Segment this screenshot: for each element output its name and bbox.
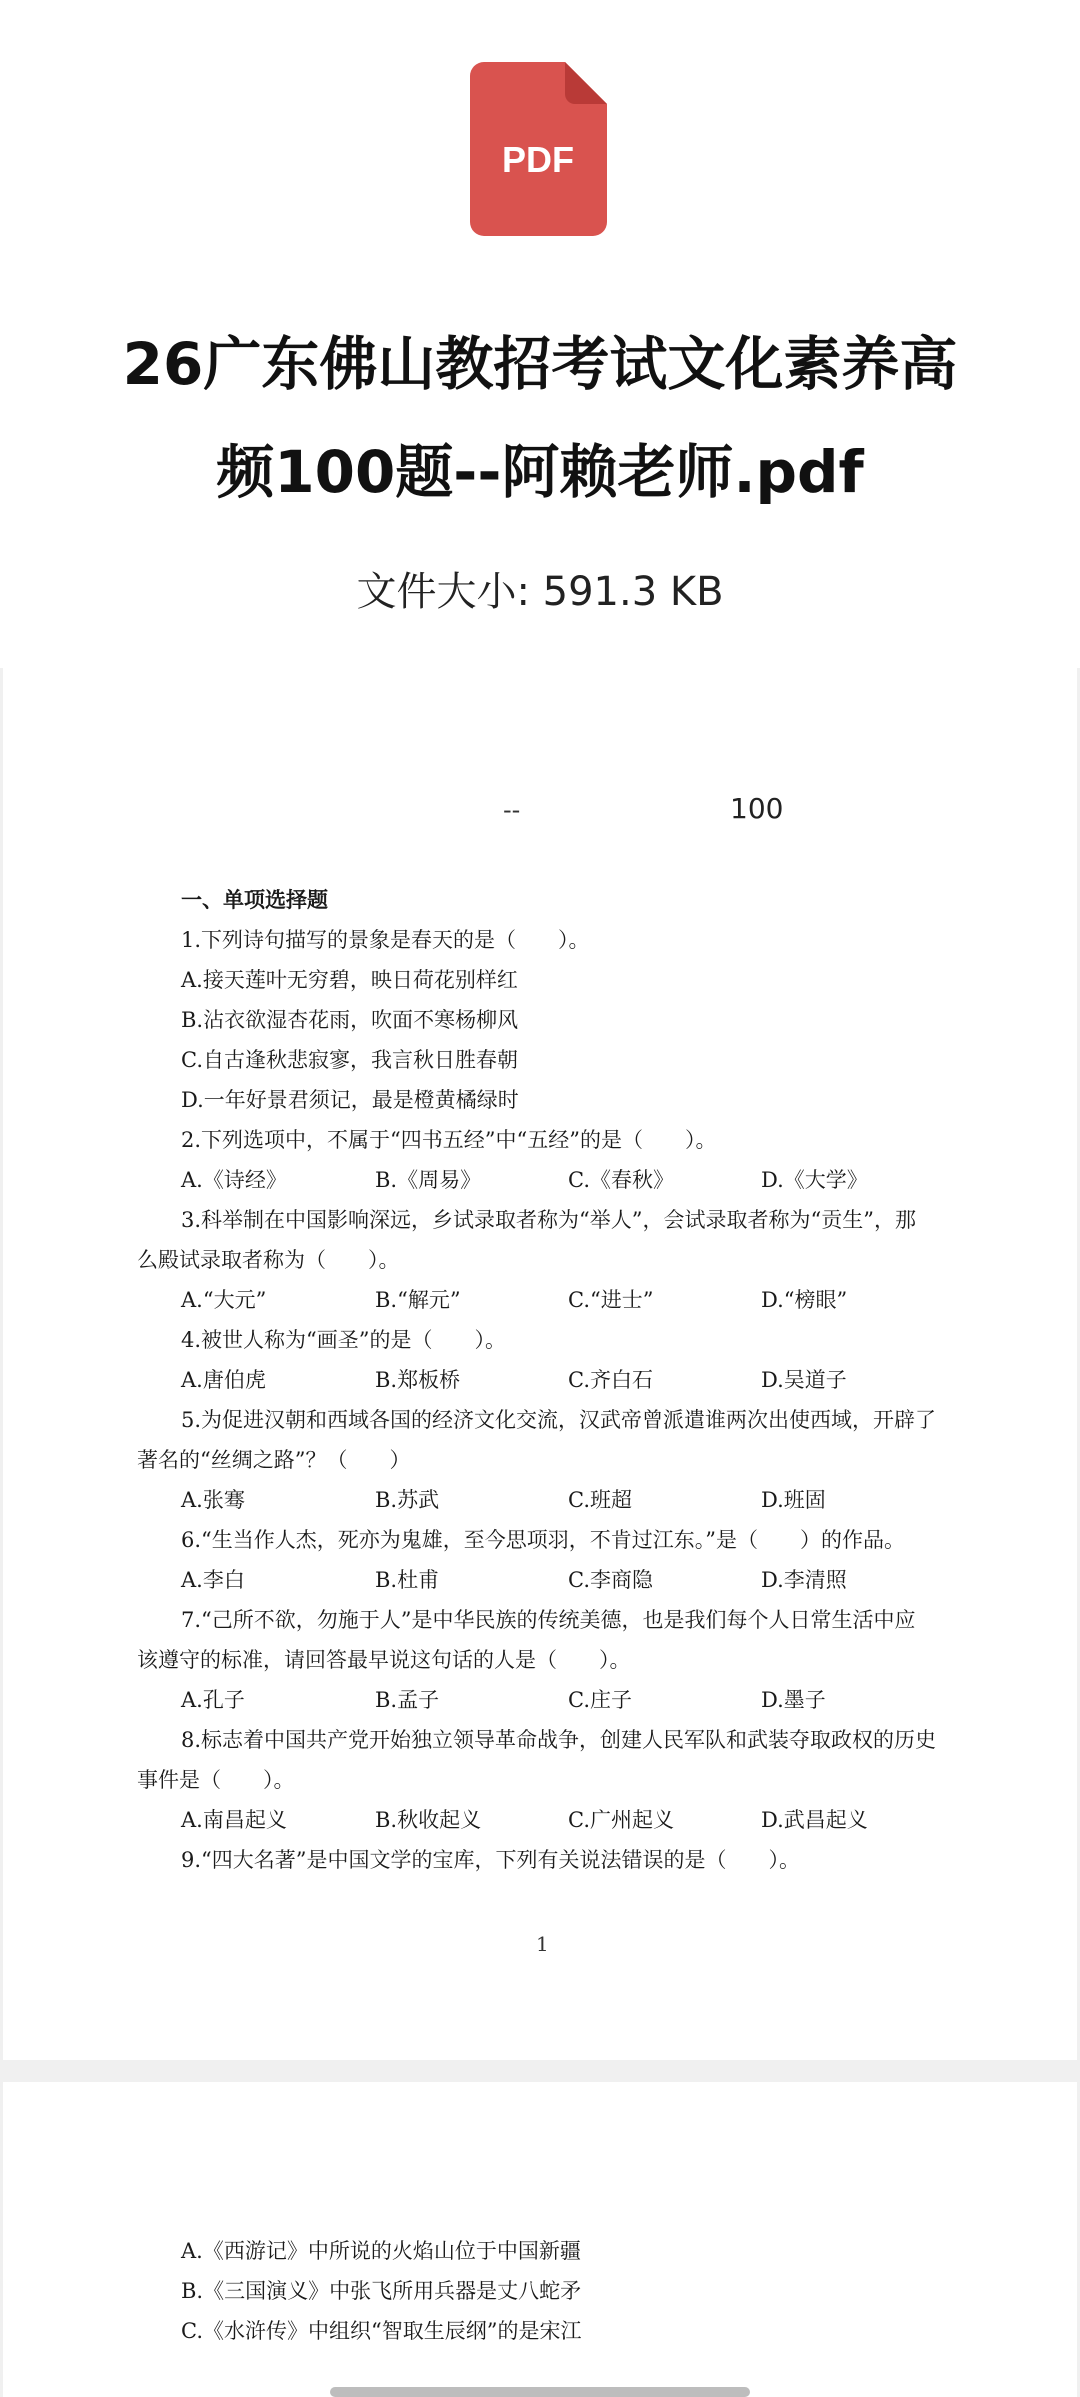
pdf-file-icon (470, 62, 607, 236)
option-a: A.《诗经》 (181, 1168, 287, 1192)
page-header-dash: -- (503, 796, 521, 824)
option-d: D.墨子 (761, 1688, 826, 1712)
question-line: 3.科举制在中国影响深远，乡试录取者称为“举人”，会试录取者称为“贡生”，那 (181, 1208, 916, 1232)
question-line: 著名的“丝绸之路”？（ ） (137, 1448, 411, 1472)
question-line: 事件是（ ）。 (137, 1768, 295, 1792)
option-c: C.班超 (568, 1488, 632, 1512)
file-header (0, 0, 1080, 650)
file-title-line-2: 频100题--阿赖老师.pdf (216, 438, 864, 506)
option-c: C.齐白石 (568, 1368, 653, 1392)
question-line: A.《西游记》中所说的火焰山位于中国新疆 (181, 2239, 581, 2263)
home-indicator[interactable] (330, 2387, 750, 2397)
question-line: C.自古逢秋悲寂寥，我言秋日胜春朝 (181, 1048, 518, 1072)
question-line: 9.“四大名著”是中国文学的宝库，下列有关说法错误的是（ ）。 (181, 1848, 801, 1872)
option-a: A.李白 (181, 1568, 245, 1592)
option-a: A.张骞 (181, 1488, 245, 1512)
question-line: A.接天莲叶无穷碧，映日荷花别样红 (181, 968, 518, 992)
question-line: 4.被世人称为“画圣”的是（ ）。 (181, 1328, 507, 1352)
option-a: A.孔子 (181, 1688, 245, 1712)
option-d: D.李清照 (761, 1568, 847, 1592)
option-d: D.吴道子 (761, 1368, 847, 1392)
question-line: 么殿试录取者称为（ ）。 (137, 1248, 400, 1272)
option-c: C.“进士” (568, 1288, 654, 1312)
option-c: C.广州起义 (568, 1808, 674, 1832)
option-c: C.庄子 (568, 1688, 632, 1712)
option-a: A.“大元” (181, 1288, 267, 1312)
option-b: B.《周易》 (375, 1168, 482, 1192)
file-title-line-1: 26广东佛山教招考试文化素养高 (122, 330, 958, 398)
option-c: C.《春秋》 (568, 1168, 674, 1192)
question-line: B.《三国演义》中张飞所用兵器是丈八蛇矛 (181, 2279, 582, 2303)
question-line: 该遵守的标准，请回答最早说这句话的人是（ ）。 (137, 1648, 631, 1672)
question-line: 6.“生当作人杰，死亦为鬼雄，至今思项羽，不肯过江东。”是（ ）的作品。 (181, 1528, 906, 1552)
option-d: D.班固 (761, 1488, 826, 1512)
pdf-page-1 (3, 668, 1077, 2060)
question-line: 2.下列选项中，不属于“四书五经”中“五经”的是（ ）。 (181, 1128, 717, 1152)
page-number: 1 (536, 1932, 549, 1956)
option-b: B.杜甫 (375, 1568, 440, 1592)
question-line: D.一年好景君须记，最是橙黄橘绿时 (181, 1088, 519, 1112)
question-line: 1.下列诗句描写的景象是春天的是（ ）。 (181, 928, 590, 952)
file-size-label: 文件大小: 591.3 KB (356, 569, 724, 615)
option-c: C.李商隐 (568, 1568, 653, 1592)
question-line: C.《水浒传》中组织“智取生辰纲”的是宋江 (181, 2319, 582, 2343)
section-title: 一、单项选择题 (181, 887, 328, 912)
option-d: D.武昌起义 (761, 1808, 868, 1832)
question-line: 7.“己所不欲，勿施于人”是中华民族的传统美德，也是我们每个人日常生活中应 (181, 1608, 916, 1632)
pdf-page-2 (3, 2082, 1077, 2397)
option-b: B.秋收起义 (375, 1808, 482, 1832)
option-b: B.孟子 (375, 1688, 440, 1712)
option-a: A.南昌起义 (181, 1808, 287, 1832)
option-a: A.唐伯虎 (181, 1368, 266, 1392)
question-line: 5.为促进汉朝和西域各国的经济文化交流，汉武帝曾派遣谁两次出使西域，开辟了 (181, 1408, 937, 1432)
pdf-icon-label: PDF (502, 139, 574, 180)
pdf-preview[interactable] (0, 668, 1080, 2397)
option-d: D.“榜眼” (761, 1288, 848, 1312)
question-line: B.沾衣欲湿杏花雨，吹面不寒杨柳风 (181, 1008, 519, 1032)
page-header-number: 100 (730, 792, 784, 825)
option-d: D.《大学》 (761, 1168, 868, 1192)
option-b: B.苏武 (375, 1488, 440, 1512)
option-b: B.“解元” (375, 1288, 461, 1312)
option-b: B.郑板桥 (375, 1368, 461, 1392)
question-line: 8.标志着中国共产党开始独立领导革命战争，创建人民军队和武装夺取政权的历史 (181, 1728, 937, 1752)
